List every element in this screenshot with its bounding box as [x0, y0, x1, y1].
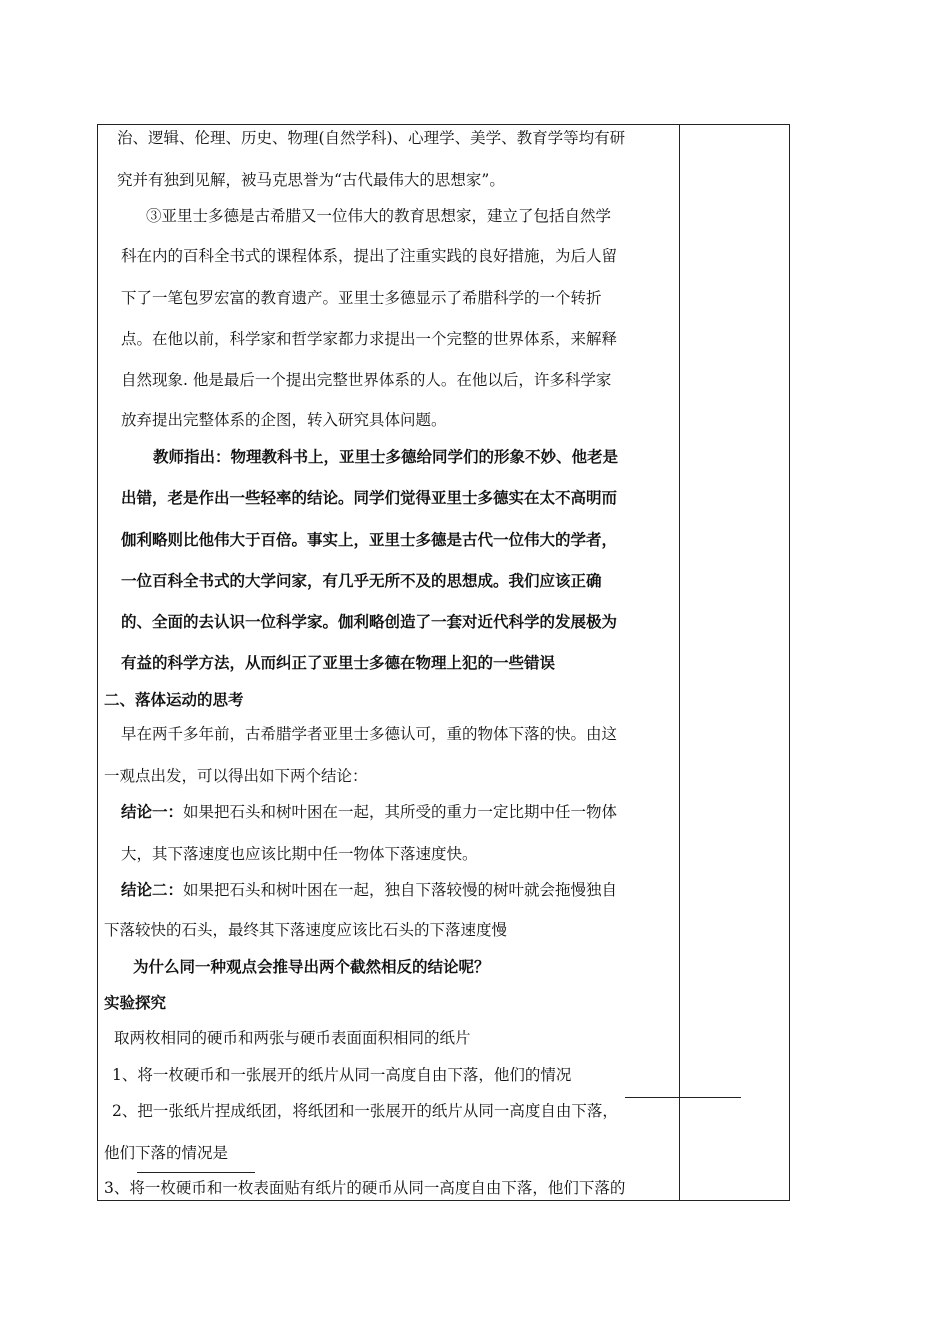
experiment-step: 2、把一张纸片捏成纸团，将纸团和一张展开的纸片从同一高度自由下落，: [112, 1102, 618, 1120]
conclusion-two-text: 如果把石头和树叶困在一起，独自下落较慢的树叶就会拖慢独自: [183, 881, 618, 899]
paragraph-line: 究并有独到见解，被马克思誉为“古代最伟大的思想家”。: [117, 171, 505, 189]
paragraph-line: 大，其下落速度也应该比期中任一物体下落速度快。: [121, 845, 478, 863]
paragraph-line: 点。在他以前，科学家和哲学家都力求提出一个完整的世界体系，来解释: [121, 330, 618, 348]
teacher-note-line: 一位百科全书式的大学问家，有几乎无所不及的思想成。我们应该正确: [121, 571, 602, 590]
answer-blank: [137, 1172, 255, 1173]
experiment-step: 3、将一枚硬币和一枚表面贴有纸片的硬币从同一高度自由下落，他们下落的: [104, 1179, 626, 1197]
conclusion-one-text: 如果把石头和树叶困在一起，其所受的重力一定比期中任一物体: [183, 803, 618, 821]
teacher-note-line: 出错，老是作出一些轻率的结论。同学们觉得亚里士多德实在太不高明而: [121, 488, 618, 507]
conclusion-two: [121, 880, 617, 900]
teacher-note-line: 伽利略则比他伟大于百倍。事实上，亚里士多德是古代一位伟大的学者，: [121, 530, 618, 549]
paragraph-line: 下了一笔包罗宏富的教育遗产。亚里士多德显示了希腊科学的一个转折: [121, 289, 602, 307]
teacher-note-line: 有益的科学方法，从而纠正了亚里士多德在物理上犯的一些错误: [121, 653, 556, 672]
conclusion-two-label: 结论二：: [121, 880, 184, 899]
experiment-heading: 实验探究: [104, 993, 167, 1012]
paragraph-line: 科在内的百科全书式的课程体系，提出了注重实践的良好措施，为后人留: [121, 247, 618, 265]
paragraph-line: 早在两千多年前，古希腊学者亚里士多德认可，重的物体下落的快。由这: [121, 725, 618, 743]
teacher-note-line: 的、全面的去认识一位科学家。伽利略创造了一套对近代科学的发展极为: [121, 612, 618, 631]
section-heading: 二、落体运动的思考: [104, 690, 244, 709]
conclusion-one-label: 结论一：: [121, 802, 184, 821]
paragraph-line: 一观点出发，可以得出如下两个结论：: [104, 767, 368, 785]
conclusion-one: [121, 802, 617, 822]
column-divider: [679, 124, 680, 1201]
experiment-line: 取两枚相同的硬币和两张与硬币表面面积相同的纸片: [114, 1029, 471, 1047]
question-line: 为什么同一种观点会推导出两个截然相反的结论呢？: [133, 957, 490, 976]
paragraph-line: 自然现象. 他是最后一个提出完整世界体系的人。在他以后，许多科学家: [121, 371, 612, 389]
answer-blank: [625, 1097, 741, 1098]
experiment-step: 1、将一枚硬币和一张展开的纸片从同一高度自由下落，他们的情况: [112, 1066, 572, 1084]
paragraph-line: 治、逻辑、伦理、历史、物理(自然学科)、心理学、美学、教育学等均有研: [117, 129, 626, 147]
paragraph-line: 下落较快的石头，最终其下落速度应该比石头的下落速度慢: [104, 921, 508, 939]
teacher-note-line: 教师指出：物理教科书上，亚里士多德给同学们的形象不妙、他老是: [153, 447, 619, 466]
paragraph-line: 放弃提出完整体系的企图，转入研究具体问题。: [121, 411, 447, 429]
paragraph-line: ③亚里士多德是古希腊又一位伟大的教育思想家，建立了包括自然学: [146, 207, 612, 225]
experiment-step: 他们下落的情况是: [104, 1144, 229, 1162]
